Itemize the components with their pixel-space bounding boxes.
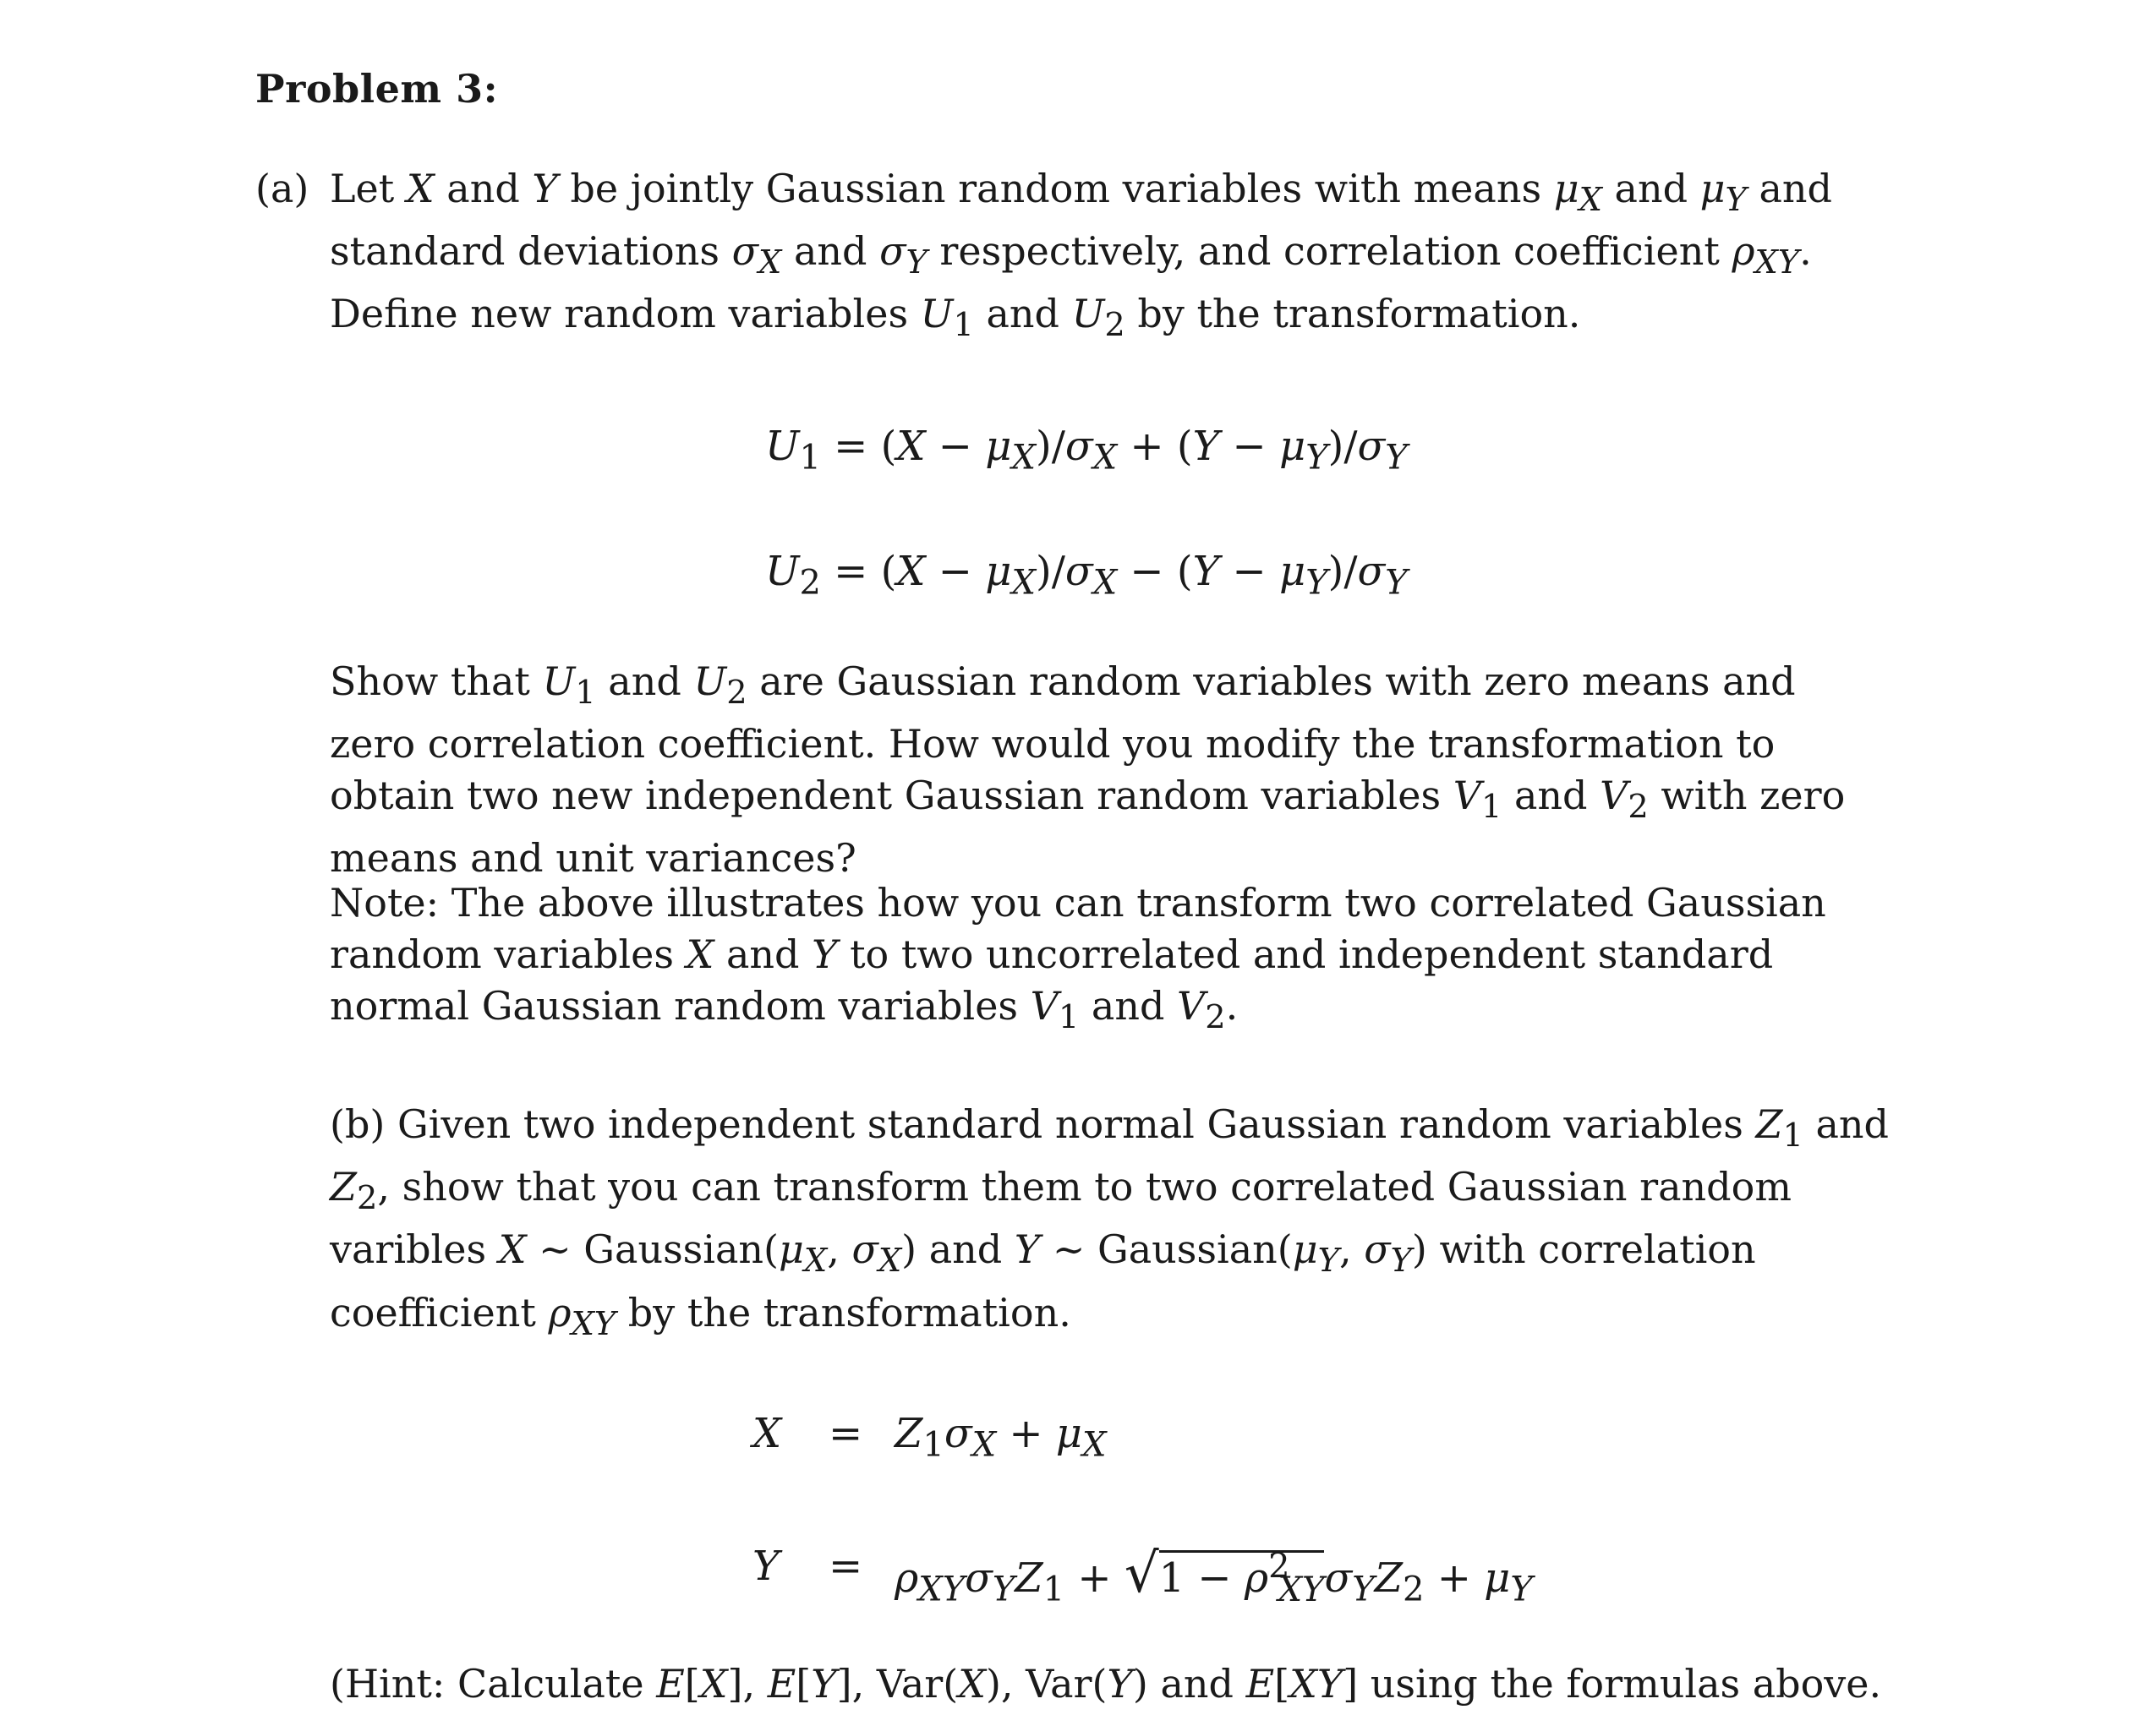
part-b-hint: (Hint: Calculate E[X], E[Y], Var(X), Var(Y) and E[XY] using the formulas above. — [330, 1661, 1882, 1707]
part-a-intro: Let X and Y be jointly Gaussian random variables with means $\mu_X$ and $\mu_Y$ and standard deviations $\sigma_X$ and $\sigma_Y$ respectively, and correlation coefficient $\rho_{XY}$. Define new random variables $U_1$ and $U_2$ by the transformation. — [330, 166, 1832, 345]
equation-u2: $U_2 = (X - \mu_X)/\sigma_X - (Y - \mu_Y)/\sigma_Y$ — [765, 548, 1408, 603]
part-a-label: (a) — [255, 166, 309, 211]
equation-y-lhs: Y — [752, 1543, 780, 1590]
equation-y-equals: = — [829, 1543, 863, 1590]
equation-x-equals: = — [829, 1410, 863, 1457]
problem-title: Problem 3: — [255, 66, 499, 112]
part-a-note: Note: The above illustrates how you can transform two correlated Gaussian random variables X and Y to two uncorrelated and independent standard normal Gaussian random variables $V_1$ and $V_2$. — [330, 880, 1826, 1037]
equation-x-rhs: $Z_1\sigma_X + \mu_X$ — [895, 1410, 1107, 1465]
equation-y-rhs: $\rho_{XY}\sigma_YZ_1 + √1 - \rho^2_{XY}\sigma_YZ_2 + \mu_Y$ — [895, 1543, 1533, 1609]
equation-x-lhs: X — [752, 1410, 782, 1457]
part-a-question: Show that $U_1$ and $U_2$ are Gaussian random variables with zero means and zero correlation coefficient. How would you modify the transformation to obtain two new independent Gaussian random variables $V_1$ and $V_2$ with zero means and unit variances? — [330, 658, 1846, 882]
equation-u1: $U_1 = (X - \mu_X)/\sigma_X + (Y - \mu_Y)/\sigma_Y$ — [765, 423, 1408, 478]
part-b-intro: (b) Given two independent standard normal Gaussian random variables $Z_1$ and $Z_2$, show that you can transform them to two correlated Gaussian random varibles X ∼ $Gaussian(\mu_X$, $\sigma_X$) and Y ∼ $Gaussian(\mu_Y$, $\sigma_Y$) with correlation coefficient $\rho_{XY}$ by the transformation. — [330, 1101, 1889, 1343]
